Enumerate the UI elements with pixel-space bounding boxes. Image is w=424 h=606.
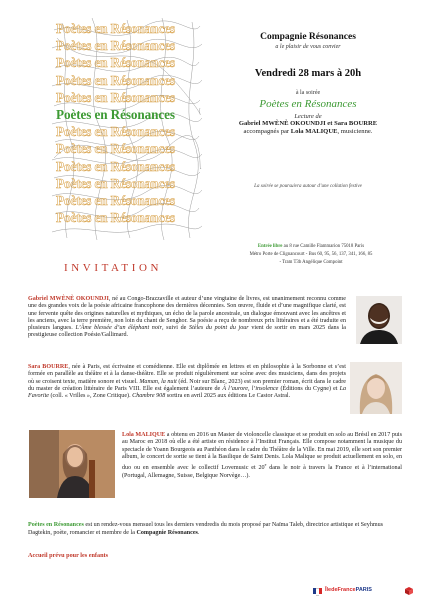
bio-text: (éd. Noir sur Blanc, 2023) est son premier roman, écrit dans le cadre du master de création littéraire de Paris VIII. Elle est également l’auteure de xyxy=(28,378,346,392)
poster-line: Poètes en Résonances xyxy=(56,175,175,191)
bio-text: a obtenu en 2016 un Master de violoncelle classique et se produit en solo au Brésil en 2017 puis au Maroc en 2018 où elle a été artiste en résidence à l’Institut Français. Elle compose notamment la musique du spectacle de Yoann Bourgeois au Panthéon dans le cadre du Théâtre de la Ville. En mai 2019, elle sort son premier album, le concert de sortie se tient à la Basilique de Saint Denis. Lola Malique se produit actuellement en solo, en duo ou en ensemble avec le collectif Lovemusic et 20 xyxy=(122,432,403,472)
portrait-lola xyxy=(29,430,115,498)
invitation-heading: INVITATION xyxy=(64,262,163,274)
poster-line: Poètes en Résonances xyxy=(56,89,175,105)
book-title: Chambre 908 xyxy=(132,393,166,400)
book-title: À l’aurore, l’insolence xyxy=(222,385,279,392)
children-welcome: Accueil prévu pour les enfants xyxy=(28,552,108,559)
company-name: Compagnie Résonances xyxy=(260,32,356,42)
cube-logo-icon xyxy=(405,587,413,595)
french-republic-logo xyxy=(313,588,322,594)
bio-lola xyxy=(122,432,402,480)
invitation-phrase: a le plaisir de vous convier xyxy=(275,44,341,50)
bio-sara xyxy=(28,364,346,400)
bio-text: (Éditions du Cygne) et xyxy=(278,385,340,392)
bio-name: Sara BOURRE xyxy=(28,364,69,370)
series-description xyxy=(28,522,398,537)
bio-text: , né au Congo-Brazzaville et auteur d’une vingtaine de livres, est unanimement reconnu comme une des grandes voix de la poésie africaine francophone des dernières décennies. Son œuvre, fluide et d’une magnifique clarté, est une fervente quête des origines naturelles et mythiques, un écho de la parole ancestrale, un dialogue émouvant avec les ancêtres et les anciens, avec la terre première, non loin du chant de Senghor. Sa poésie a reçu de nombreux prix littéraires et a été traduite en plusieurs langues. xyxy=(28,296,347,332)
address-line xyxy=(214,243,408,251)
bio-text: vient de sortir en mars 2025 dans la prestigieuse collection Poésie/Gallimard. xyxy=(28,325,346,339)
poster-line-highlight: Poètes en Résonances xyxy=(56,107,175,123)
poster-line: Poètes en Résonances xyxy=(56,158,175,174)
bio-name: Gabriel MWÈNÈ OKOUNDJI xyxy=(28,296,109,302)
bio-text: , suivi de xyxy=(161,325,190,332)
event-title: Poètes en Résonances xyxy=(259,98,357,110)
region-logo xyxy=(325,587,372,593)
musician-name: Lola MALIQUE xyxy=(290,128,338,135)
book-title: La Favorite xyxy=(28,385,346,400)
bio-name: Lola MALIQUE xyxy=(122,432,166,438)
portrait-sara xyxy=(350,362,402,414)
footer-logos xyxy=(305,586,417,596)
access-info xyxy=(214,243,408,268)
accompanied-prefix: accompagnés par xyxy=(243,128,291,135)
poster-line: Poètes en Résonances xyxy=(56,72,175,88)
portrait-gabriel xyxy=(356,296,402,344)
book-title: Maman, la nuit xyxy=(139,378,177,385)
book-title: L’Âme blessée d’un éléphant noir xyxy=(75,325,162,332)
poster-line: Poètes en Résonances xyxy=(56,124,175,140)
series-text-end: . xyxy=(197,529,200,536)
poster-line: Poètes en Résonances xyxy=(56,210,175,226)
bio-text: sortira en avril 2025 aux éditions Le Castor Astral. xyxy=(165,393,291,400)
region-logo-text: ÎledeFrance xyxy=(325,587,356,593)
accompanied-suffix: , musicienne. xyxy=(337,128,373,135)
poster xyxy=(52,18,202,240)
series-name: Poètes en Résonances xyxy=(28,522,84,528)
poster-line: Poètes en Résonances xyxy=(56,21,175,36)
bio-text: dans le noir à travers la France et à l’international (Portugal, Allemagne, Suisse, Belgique Norvège…). xyxy=(122,465,402,479)
accompanied-line xyxy=(208,128,408,136)
bio-text: , née à Paris, est écrivaine et comédienne. Elle est diplômée en lettres et en philosophie à la Sorbonne et s’est formée en parallèle au théâtre et à la danse-théâtre. Elle se produit régulièrement sur scène avec des musiciens, dans des projets où se croisent texte, matière sonore et visuel. xyxy=(28,364,346,385)
address: au 8 rue Camille Flammarion 75018 Paris xyxy=(282,244,365,249)
poster-line: Poètes en Résonances xyxy=(56,141,175,157)
poster-lines xyxy=(56,20,202,226)
lecture-label: Lecture de xyxy=(294,113,322,120)
event-date: Vendredi 28 mars à 20h xyxy=(254,68,362,79)
collation-note: La soirée se poursuivra autour d’une collation festive xyxy=(254,184,362,189)
series-text: est un rendez-vous mensuel tous les derniers vendredis du mois proposé par Naïma Taleb, directrice artistique et Seyhmus Dagtekin, poète, romancier et membre de la xyxy=(28,522,384,536)
poster-line: Poètes en Résonances xyxy=(56,55,175,71)
company-name-inline: Compagnie Résonances xyxy=(136,529,198,536)
bio-gabriel xyxy=(28,296,346,340)
bio-text: (coll. « Vrilles », Zone Critique). xyxy=(48,393,133,400)
free-entry-label: Entrée libre xyxy=(257,244,283,249)
region-logo-city: PARIS xyxy=(355,587,372,593)
book-title: Stèles du point du jour xyxy=(189,325,249,332)
poster-line: Poètes en Résonances xyxy=(56,38,175,54)
poster-line: Poètes en Résonances xyxy=(56,193,175,209)
event-header xyxy=(208,32,408,189)
tram-line: - Tram T3b Angélique Compoint xyxy=(279,260,343,266)
superscript: e xyxy=(264,462,267,468)
readers xyxy=(208,120,408,128)
readers-names: Gabriel MWÈNÈ OKOUNDJI et Sara BOURRE xyxy=(238,120,378,127)
metro-line: Métro Porte de Clignancourt - Bus 60, 95, 56, 137, 341, 166, 85 xyxy=(249,252,373,258)
evening-label: à la soirée xyxy=(295,90,321,96)
